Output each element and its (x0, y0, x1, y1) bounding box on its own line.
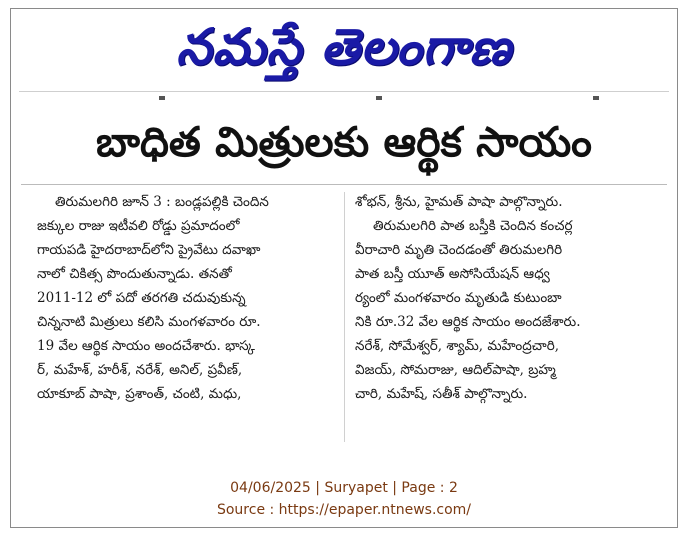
article-line: వీరాచారి మృతి చెందడంతో తిరుమలగిరి (355, 242, 563, 258)
dot-mark (593, 96, 599, 100)
article-line: తిరుమలగిరి జూన్ 3 : బండ్లపల్లికి చెందిన (55, 194, 269, 210)
article-line: జక్కుల రాజు ఇటీవలి రోడ్డు ప్రమాదంలో (37, 218, 240, 234)
top-dot-marks (159, 96, 599, 104)
article-line: విజయ్, సోమరాజు, ఆదిల్‌పాషా, బ్రహ్మ (355, 362, 556, 378)
article-line: శోభన్, శ్రీను, హైమత్ పాషా పాల్గొన్నారు. (355, 194, 563, 210)
article-line: పాత బస్తీ యూత్ అసోసియేషన్ ఆధ్వ (355, 266, 550, 282)
article-line: ర్యంలో మంగళవారం మృతుడి కుటుంబా (355, 290, 562, 306)
article-column-left (37, 190, 342, 406)
dot-mark (159, 96, 165, 100)
article-line: నరేశ్, సోమేశ్వర్, శ్యామ్, మహేంద్రచారి, (355, 338, 559, 354)
headline-divider (21, 184, 667, 185)
article-line: చారి, మహేష్, సతీశ్ పాల్గొన్నారు. (355, 386, 528, 402)
article-line: 19 వేల ఆర్థిక సాయం అందచేశారు. భాస్క (37, 338, 255, 354)
article-line: చిన్ననాటి మిత్రులు కలిసి మంగళవారం రూ. (37, 314, 261, 330)
newspaper-masthead: నమస్తే తెలంగాణ (176, 18, 512, 76)
column-separator (344, 192, 345, 442)
article-clipping (19, 91, 669, 448)
clipping-footer (11, 477, 677, 521)
article-line: ర్, మహేశ్, హరీశ్, నరేశ్, అనిల్, ప్రవీణ్, (37, 362, 243, 378)
date-edition-line: 04/06/2025 | Suryapet | Page : 2 (230, 480, 458, 496)
clipping-frame (10, 8, 678, 528)
article-column-right (355, 190, 660, 406)
article-line: నాలో చికిత్స పొందుతున్నాడు. తనతో (37, 266, 232, 282)
dot-mark (376, 96, 382, 100)
article-line: 2011-12 లో పదో తరగతి చదువుకున్న (37, 290, 246, 306)
article-line: గాయపడి హైదరాబాద్‌లోని ప్రైవేటు దవాఖా (37, 242, 261, 258)
source-line: Source : https://epaper.ntnews.com/ (216, 502, 472, 518)
article-headline: బాధిత మిత్రులకు ఆర్థిక సాయం (96, 118, 592, 166)
article-line: యాకూబ్ పాషా, ప్రశాంత్, చంటి, మధు, (37, 386, 242, 402)
article-line: నికి రూ.32 వేల ఆర్థిక సాయం అందజేశారు. (355, 314, 581, 330)
article-line: తిరుమలగిరి పాత బస్తీకి చెందిన కంచర్ల (373, 218, 573, 234)
